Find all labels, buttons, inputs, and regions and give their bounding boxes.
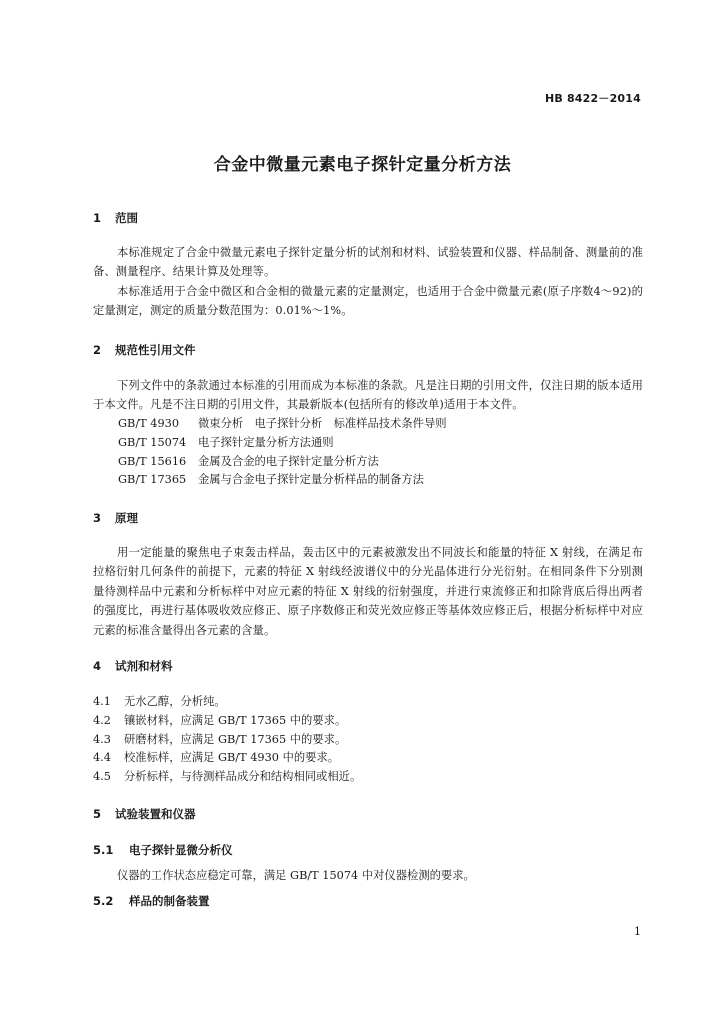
- section-1-heading: [93, 210, 138, 226]
- section-number: 5: [93, 807, 102, 821]
- item-number: 4.1: [93, 695, 111, 708]
- section-number: 2: [93, 343, 102, 357]
- subsection-5-1-heading: [93, 842, 233, 858]
- section-number: 3: [93, 511, 102, 525]
- reference-item: [118, 433, 334, 452]
- item-text: 镶嵌材料，应满足 GB/T 17365 中的要求。: [124, 714, 347, 727]
- list-item: [93, 748, 339, 767]
- list-item: [93, 767, 361, 786]
- list-item: [93, 730, 346, 749]
- section-number: 1: [93, 211, 102, 225]
- item-number: 4.3: [93, 733, 111, 746]
- item-text: 校准标样，应满足 GB/T 4930 中的要求。: [124, 751, 340, 764]
- document-title: 合金中微量元素电子探针定量分析方法: [213, 155, 512, 175]
- subsection-title: 样品的制备装置: [129, 894, 210, 908]
- section-1-paragraph-2: 本标准适用于合金中微区和合金相的微量元素的定量测定，也适用于合金中微量元素(原子序数4～92)的定量测定，测定的质量分数范围为：0.01%～1%。: [93, 285, 643, 318]
- subsection-title: 电子探针显微分析仪: [129, 843, 233, 857]
- section-3-heading: [93, 510, 138, 526]
- item-number: 4.4: [93, 751, 111, 764]
- reference-code: GB/T 4930: [118, 417, 180, 430]
- section-3-paragraph: 用一定能量的聚焦电子束轰击样品，轰击区中的元素被激发出不同波长和能量的特征 X 射线，在满足布拉格衍射几何条件的前提下，元素的特征 X 射线经波谱仪中的分光晶体进行分光衍射。在相同条件下分别测量待测样品中元素和分析标样中对应元素的特征 X 射线的衍射强度，并进行束流修正和扣除背底后得出两者的强度比，再进行基体吸收效应修正、原子序数修正和荧光效应修正等基体效应修正后，根据分析标样中对应元素的标准含量得出各元素的含量。: [93, 546, 643, 637]
- section-title: 规范性引用文件: [115, 343, 196, 357]
- subsection-5-2-heading: [93, 893, 210, 909]
- subsection-5-1-text: 仪器的工作状态应稳定可靠，满足 GB/T 15074 中对仪器检测的要求。: [117, 869, 475, 882]
- item-text: 分析标样，与待测样品成分和结构相同或相近。: [124, 770, 362, 783]
- reference-item: [118, 414, 447, 433]
- reference-code: GB/T 15074: [118, 436, 187, 449]
- section-5-heading: [93, 806, 196, 822]
- reference-title: 微束分析 电子探针分析 标准样品技术条件导则: [198, 417, 447, 430]
- reference-code: GB/T 17365: [118, 473, 187, 486]
- list-item: [93, 692, 226, 711]
- section-title: 原理: [115, 511, 138, 525]
- page-number: 1: [634, 925, 641, 938]
- section-2-intro: 下列文件中的条款通过本标准的引用而成为本标准的条款。凡是注日期的引用文件，仅注日期的版本适用于本文件。凡是不注日期的引用文件，其最新版本(包括所有的修改单)适用于本文件。: [93, 379, 643, 412]
- reference-code: GB/T 15616: [118, 455, 187, 468]
- reference-title: 金属与合金电子探针定量分析样品的制备方法: [198, 473, 424, 486]
- item-text: 研磨材料，应满足 GB/T 17365 中的要求。: [124, 733, 347, 746]
- section-4-heading: [93, 658, 173, 674]
- section-title: 试验装置和仪器: [115, 807, 196, 821]
- item-number: 4.2: [93, 714, 111, 727]
- item-text: 无水乙醇，分析纯。: [124, 695, 226, 708]
- reference-title: 电子探针定量分析方法通则: [198, 436, 334, 449]
- reference-title: 金属及合金的电子探针定量分析方法: [198, 455, 379, 468]
- standard-code: HB 8422－2014: [544, 92, 641, 105]
- section-2-heading: [93, 342, 196, 358]
- list-item: [93, 711, 346, 730]
- reference-item: [118, 452, 379, 471]
- subsection-number: 5.2: [93, 894, 114, 908]
- reference-item: [118, 470, 424, 489]
- item-number: 4.5: [93, 770, 111, 783]
- subsection-number: 5.1: [93, 843, 114, 857]
- section-number: 4: [93, 659, 102, 673]
- section-title: 试剂和材料: [115, 659, 173, 673]
- section-title: 范围: [115, 211, 138, 225]
- section-1-paragraph-1: 本标准规定了合金中微量元素电子探针定量分析的试剂和材料、试验装置和仪器、样品制备、测量前的准备、测量程序、结果计算及处理等。: [93, 246, 643, 279]
